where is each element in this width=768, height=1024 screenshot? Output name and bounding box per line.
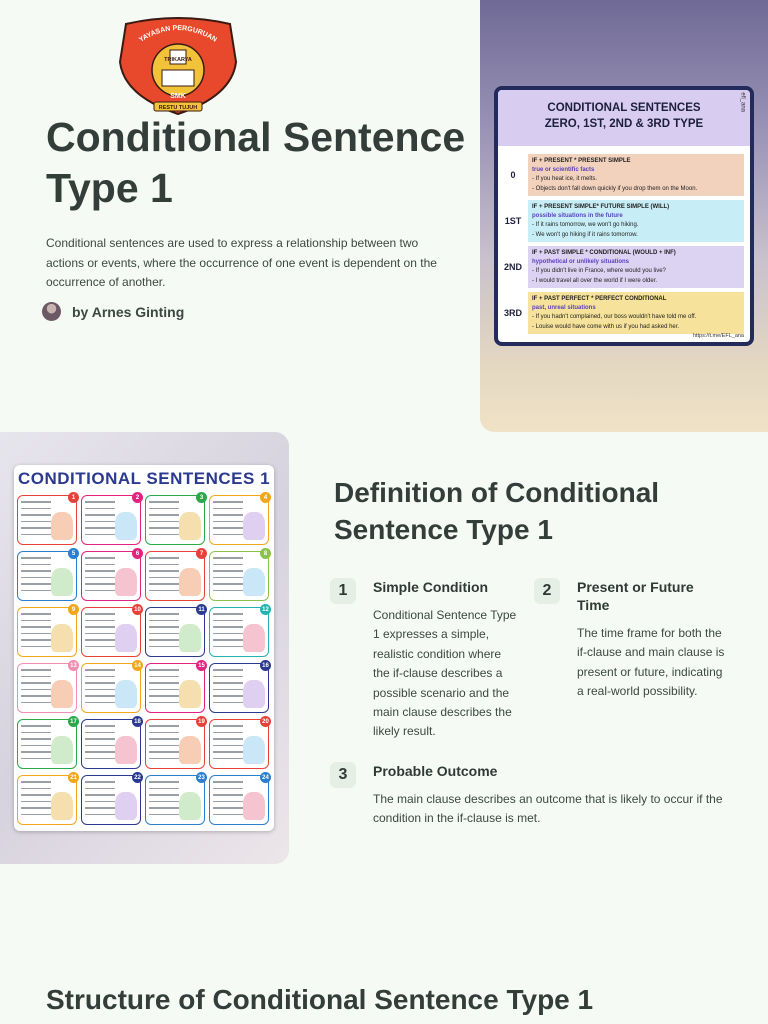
cell-illustration xyxy=(243,736,265,764)
cell-illustration xyxy=(243,792,265,820)
cell-number-badge: 7 xyxy=(196,548,207,559)
cell-number-badge: 4 xyxy=(260,492,271,503)
cell-illustration xyxy=(51,568,73,596)
cell-text-lines xyxy=(21,501,51,540)
row-example: - If you hadn't complained, our boss wouldn't have told me off. xyxy=(532,314,697,321)
worksheet-cell xyxy=(145,551,205,601)
row-description: hypothetical or unlikely situations xyxy=(532,259,630,266)
cell-illustration xyxy=(243,512,265,540)
cell-text-lines xyxy=(21,781,51,820)
cell-text-lines xyxy=(213,613,243,652)
worksheet-cell xyxy=(145,607,205,657)
worksheet-cell xyxy=(81,719,141,769)
conditional-types-card xyxy=(494,86,754,346)
worksheet-cell xyxy=(209,551,269,601)
cell-number-badge: 15 xyxy=(196,660,207,671)
cell-illustration xyxy=(51,680,73,708)
card-row xyxy=(498,292,750,334)
row-box xyxy=(528,246,744,288)
cell-text-lines xyxy=(85,669,115,708)
point-title: Present or Future Time xyxy=(577,579,694,613)
cell-number-badge: 17 xyxy=(68,716,79,727)
cell-text-lines xyxy=(213,557,243,596)
cell-illustration xyxy=(179,792,201,820)
definition-title: Definition of Conditional Sentence Type 1 xyxy=(334,477,660,545)
card-subtitle: ZERO, 1ST, 2ND & 3RD TYPE xyxy=(544,118,704,130)
row-formula: IF + PRESENT SIMPLE* FUTURE SIMPLE (WILL) xyxy=(532,204,670,210)
cell-text-lines xyxy=(213,725,243,764)
row-number: 1ST xyxy=(504,216,522,226)
cell-illustration xyxy=(179,512,201,540)
row-number: 2ND xyxy=(503,262,522,272)
cell-text-lines xyxy=(85,557,115,596)
svg-text:YAYASAN PERGURUAN: YAYASAN PERGURUAN xyxy=(138,24,218,44)
cell-illustration xyxy=(51,624,73,652)
cell-text-lines xyxy=(85,781,115,820)
row-example: - We won't go hiking if it rains tomorrow. xyxy=(532,231,638,238)
row-example: - If you heat ice, it melts. xyxy=(532,176,598,183)
worksheet-cell xyxy=(17,719,77,769)
cell-number-badge: 12 xyxy=(260,604,271,615)
cell-illustration xyxy=(179,624,201,652)
cell-text-lines xyxy=(21,557,51,596)
row-number: 3RD xyxy=(503,308,522,318)
cell-number-badge: 21 xyxy=(68,772,79,783)
worksheet-cell xyxy=(209,663,269,713)
row-example: - If it rains tomorrow, we won't go hiking. xyxy=(532,222,639,229)
cell-text-lines xyxy=(149,781,179,820)
card-side-label: efl_ana xyxy=(740,92,746,112)
row-example: - I would travel all over the world if I were older. xyxy=(532,277,658,284)
cell-illustration xyxy=(51,512,73,540)
row-formula: IF + PAST PERFECT * PERFECT CONDITIONAL xyxy=(532,296,667,302)
row-box xyxy=(528,154,744,196)
cell-illustration xyxy=(179,680,201,708)
cell-number-badge: 16 xyxy=(260,660,271,671)
intro-text: Conditional sentences are used to express a relationship between two actions or events, where the occurrence of one event is dependent on the occurrence of another. xyxy=(46,236,437,289)
structure-title: Structure of Conditional Sentence Type 1 xyxy=(46,984,594,1015)
worksheet-image xyxy=(0,432,289,864)
cell-text-lines xyxy=(213,669,243,708)
cell-text-lines xyxy=(149,613,179,652)
cell-number-badge: 3 xyxy=(196,492,207,503)
cell-number-badge: 19 xyxy=(196,716,207,727)
cell-illustration xyxy=(51,736,73,764)
row-description: true or scientific facts xyxy=(532,167,595,174)
worksheet-cell xyxy=(209,495,269,545)
hero-image xyxy=(480,0,768,432)
worksheet-grid xyxy=(16,493,272,827)
point-title: Simple Condition xyxy=(373,579,489,595)
definition-point xyxy=(534,578,734,728)
cell-text-lines xyxy=(85,613,115,652)
cell-number-badge: 9 xyxy=(68,604,79,615)
worksheet xyxy=(14,465,274,831)
definition-point xyxy=(330,762,730,832)
cell-illustration xyxy=(115,568,137,596)
worksheet-cell xyxy=(209,775,269,825)
worksheet-cell xyxy=(17,607,77,657)
worksheet-cell xyxy=(145,663,205,713)
cell-number-badge: 22 xyxy=(132,772,143,783)
cell-number-badge: 5 xyxy=(68,548,79,559)
cell-text-lines xyxy=(21,613,51,652)
card-row xyxy=(498,154,750,196)
cell-illustration xyxy=(115,736,137,764)
cell-illustration xyxy=(115,624,137,652)
worksheet-cell xyxy=(17,495,77,545)
worksheet-cell xyxy=(81,495,141,545)
card-row xyxy=(498,246,750,288)
cell-text-lines xyxy=(149,725,179,764)
cell-number-badge: 14 xyxy=(132,660,143,671)
cell-number-badge: 20 xyxy=(260,716,271,727)
row-box xyxy=(528,292,744,334)
worksheet-cell xyxy=(209,719,269,769)
cell-text-lines xyxy=(21,725,51,764)
cell-illustration xyxy=(179,568,201,596)
worksheet-cell xyxy=(17,551,77,601)
cell-number-badge: 11 xyxy=(196,604,207,615)
cell-text-lines xyxy=(85,501,115,540)
worksheet-cell xyxy=(81,775,141,825)
cell-number-badge: 10 xyxy=(132,604,143,615)
point-number: 3 xyxy=(330,762,356,788)
row-description: past, unreal situations xyxy=(532,305,596,312)
cell-text-lines xyxy=(21,669,51,708)
point-description: Conditional Sentence Type 1 expresses a simple, realistic condition where the if-clause describes a possible scenario and the main clause describes the likely result. xyxy=(373,608,517,739)
cell-text-lines xyxy=(149,557,179,596)
cell-illustration xyxy=(243,568,265,596)
cell-text-lines xyxy=(149,669,179,708)
worksheet-title: CONDITIONAL SENTENCES 1 xyxy=(17,469,271,488)
author-name: by Arnes Ginting xyxy=(72,303,185,320)
cell-text-lines xyxy=(85,725,115,764)
row-example: - If you didn't live in France, where would you live? xyxy=(532,268,666,275)
cell-number-badge: 1 xyxy=(68,492,79,503)
cell-illustration xyxy=(179,736,201,764)
author-info xyxy=(42,302,184,321)
cell-illustration xyxy=(115,792,137,820)
worksheet-cell xyxy=(81,551,141,601)
school-logo xyxy=(112,10,244,118)
card-row xyxy=(498,200,750,242)
cell-illustration xyxy=(115,680,137,708)
cell-text-lines xyxy=(149,501,179,540)
row-formula: IF + PAST SIMPLE * CONDITIONAL (WOULD + INF) xyxy=(532,250,676,256)
worksheet-cell xyxy=(17,663,77,713)
svg-text:RESTU TUJUH: RESTU TUJUH xyxy=(158,105,198,111)
worksheet-cell xyxy=(145,495,205,545)
card-footer-link: https://t.me/EFL_ana xyxy=(692,333,744,339)
cell-illustration xyxy=(243,680,265,708)
cell-number-badge: 24 xyxy=(260,772,271,783)
worksheet-cell xyxy=(145,719,205,769)
cell-number-badge: 6 xyxy=(132,548,143,559)
row-example: - Louise would have come with us if you had asked her. xyxy=(532,323,680,330)
cell-number-badge: 2 xyxy=(132,492,143,503)
cell-number-badge: 23 xyxy=(196,772,207,783)
point-title: Probable Outcome xyxy=(373,763,498,779)
row-box xyxy=(528,200,744,242)
page-title: Conditional Sentence Type 1 xyxy=(46,114,466,211)
cell-illustration xyxy=(243,624,265,652)
card-header xyxy=(498,90,750,146)
card-title: CONDITIONAL SENTENCES xyxy=(547,102,701,114)
worksheet-cell xyxy=(17,775,77,825)
cell-illustration xyxy=(115,512,137,540)
point-number: 1 xyxy=(330,578,356,604)
row-number: 0 xyxy=(510,170,516,180)
row-formula: IF + PRESENT * PRESENT SIMPLE xyxy=(532,158,631,164)
row-example: - Objects don't fall down quickly if you drop them on the Moon. xyxy=(532,185,698,192)
svg-text:TRIKARYA: TRIKARYA xyxy=(164,57,192,63)
row-description: possible situations in the future xyxy=(532,213,623,220)
cell-text-lines xyxy=(213,501,243,540)
worksheet-cell xyxy=(81,663,141,713)
svg-text:SMK: SMK xyxy=(170,93,186,100)
cell-number-badge: 13 xyxy=(68,660,79,671)
avatar xyxy=(42,302,61,321)
worksheet-cell xyxy=(145,775,205,825)
worksheet-cell xyxy=(81,607,141,657)
cell-number-badge: 18 xyxy=(132,716,143,727)
worksheet-cell xyxy=(209,607,269,657)
cell-illustration xyxy=(51,792,73,820)
definition-point xyxy=(330,578,520,748)
point-description: The time frame for both the if-clause and main clause is present or future, indicating a real-world possibility. xyxy=(577,626,725,699)
cell-text-lines xyxy=(213,781,243,820)
cell-number-badge: 8 xyxy=(260,548,271,559)
point-number: 2 xyxy=(534,578,560,604)
point-description: The main clause describes an outcome that is likely to occur if the condition in the if-clause is met. xyxy=(373,792,723,826)
